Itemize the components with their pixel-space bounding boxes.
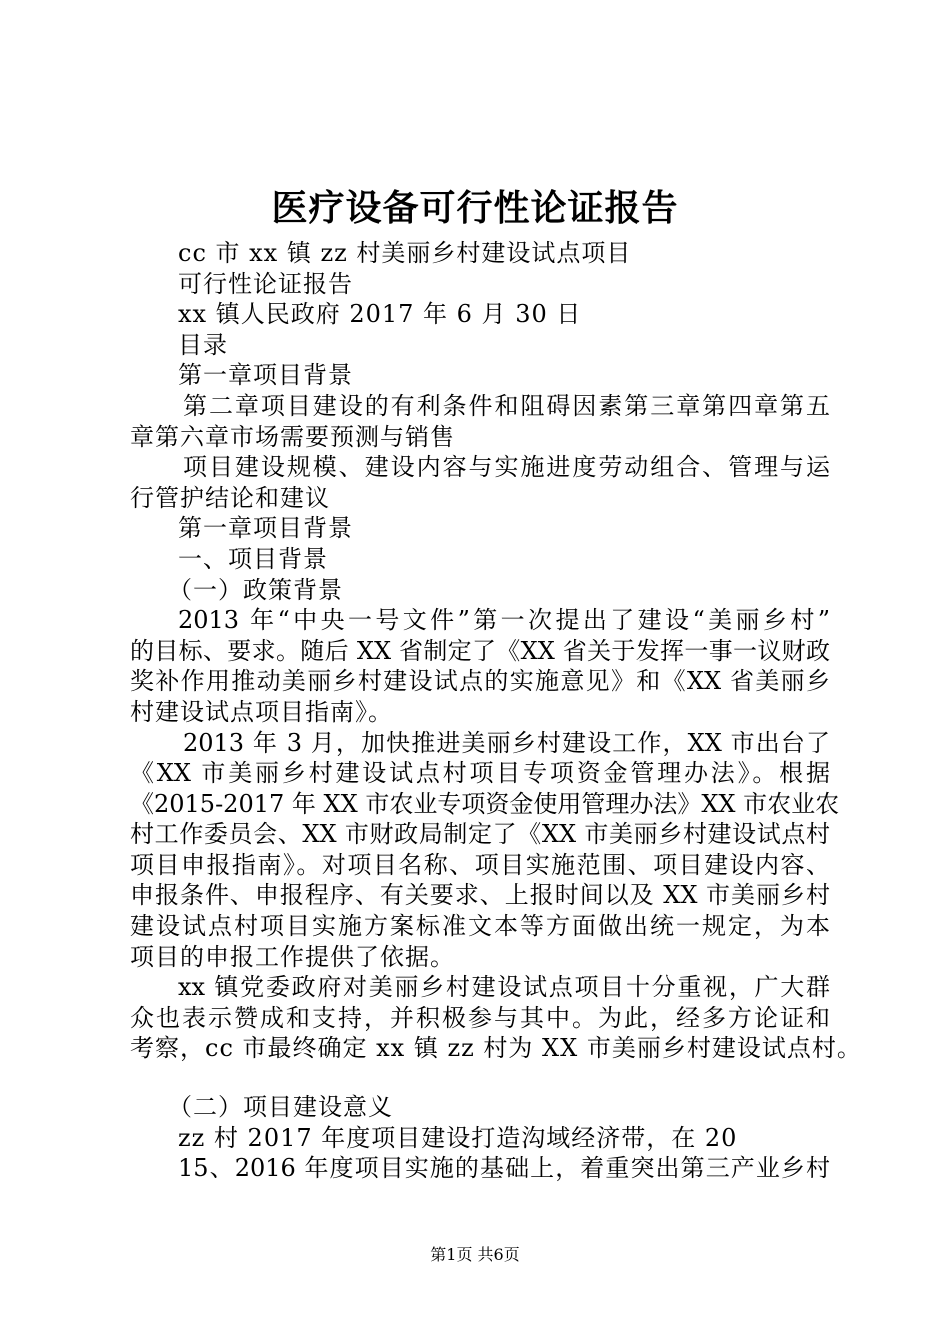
- text-line: 可行性论证报告: [178, 269, 353, 298]
- text-line: cc 市 xx 镇 zz 村美丽乡村建设试点项目: [178, 239, 632, 267]
- text-line: 第二章项目建设的有利条件和阻碍因素第三章第四章第五: [183, 391, 830, 420]
- text-line: 众也表示赞成和支持，并积极参与其中。为此，经多方论证和: [130, 1003, 830, 1032]
- text-line: 章第六章市场需要预测与销售: [130, 422, 455, 451]
- text-line: 申报条件、申报程序、有关要求、上报时间以及 XX 市美丽乡村: [130, 881, 830, 910]
- text-line: 2013 年 3 月，加快推进美丽乡村建设工作，XX 市出台了: [183, 728, 830, 757]
- document-body: [130, 238, 862, 1184]
- text-line: （一）政策背景: [168, 575, 343, 604]
- text-line: 第一章项目背景: [178, 361, 353, 390]
- text-line: 项目申报指南》。对项目名称、项目实施范围、项目建设内容、: [130, 850, 830, 879]
- text-line: 项目建设规模、建设内容与实施进度劳动组合、管理与运: [183, 453, 830, 482]
- paragraph-gap: [130, 1064, 830, 1092]
- text-line: 村建设试点项目指南》。: [130, 697, 393, 726]
- text-line: 15、2016 年度项目实施的基础上，着重突出第三产业乡村: [178, 1154, 830, 1183]
- text-line: 第一章项目背景: [178, 514, 353, 543]
- text-line: 行管护结论和建议: [130, 483, 330, 512]
- text-line: 的目标、要求。随后 XX 省制定了《XX 省关于发挥一事一议财政: [130, 636, 830, 665]
- text-line: 建设试点村项目实施方案标准文本等方面做出统一规定，为本: [130, 912, 830, 941]
- text-line: 《2015-2017 年 XX 市农业专项资金使用管理办法》XX 市农业农: [130, 789, 840, 818]
- text-line: 考察，cc 市最终确定 xx 镇 zz 村为 XX 市美丽乡村建设试点村。: [130, 1034, 862, 1063]
- text-line: 奖补作用推动美丽乡村建设试点的实施意见》和《XX 省美丽乡: [130, 667, 830, 696]
- text-line: 2013 年“中央一号文件”第一次提出了建设“美丽乡村”: [178, 606, 830, 635]
- text-line: 一、项目背景: [178, 544, 328, 573]
- text-line: 《XX 市美丽乡村建设试点村项目专项资金管理办法》。根据: [130, 759, 830, 788]
- document-title: 医疗设备可行性论证报告: [271, 187, 679, 229]
- text-line: 村工作委员会、XX 市财政局制定了《XX 市美丽乡村建设试点村: [130, 820, 830, 849]
- text-line: 目录: [178, 330, 228, 359]
- text-line: zz 村 2017 年度项目建设打造沟域经济带，在 20: [178, 1123, 738, 1152]
- text-line: xx 镇党委政府对美丽乡村建设试点项目十分重视，广大群: [178, 973, 830, 1002]
- page-footer: 第1页 共6页: [430, 1245, 520, 1264]
- text-line: 项目的申报工作提供了依据。: [130, 942, 455, 971]
- text-line: xx 镇人民政府 2017 年 6 月 30 日: [178, 300, 582, 329]
- text-line: （二）项目建设意义: [168, 1093, 393, 1122]
